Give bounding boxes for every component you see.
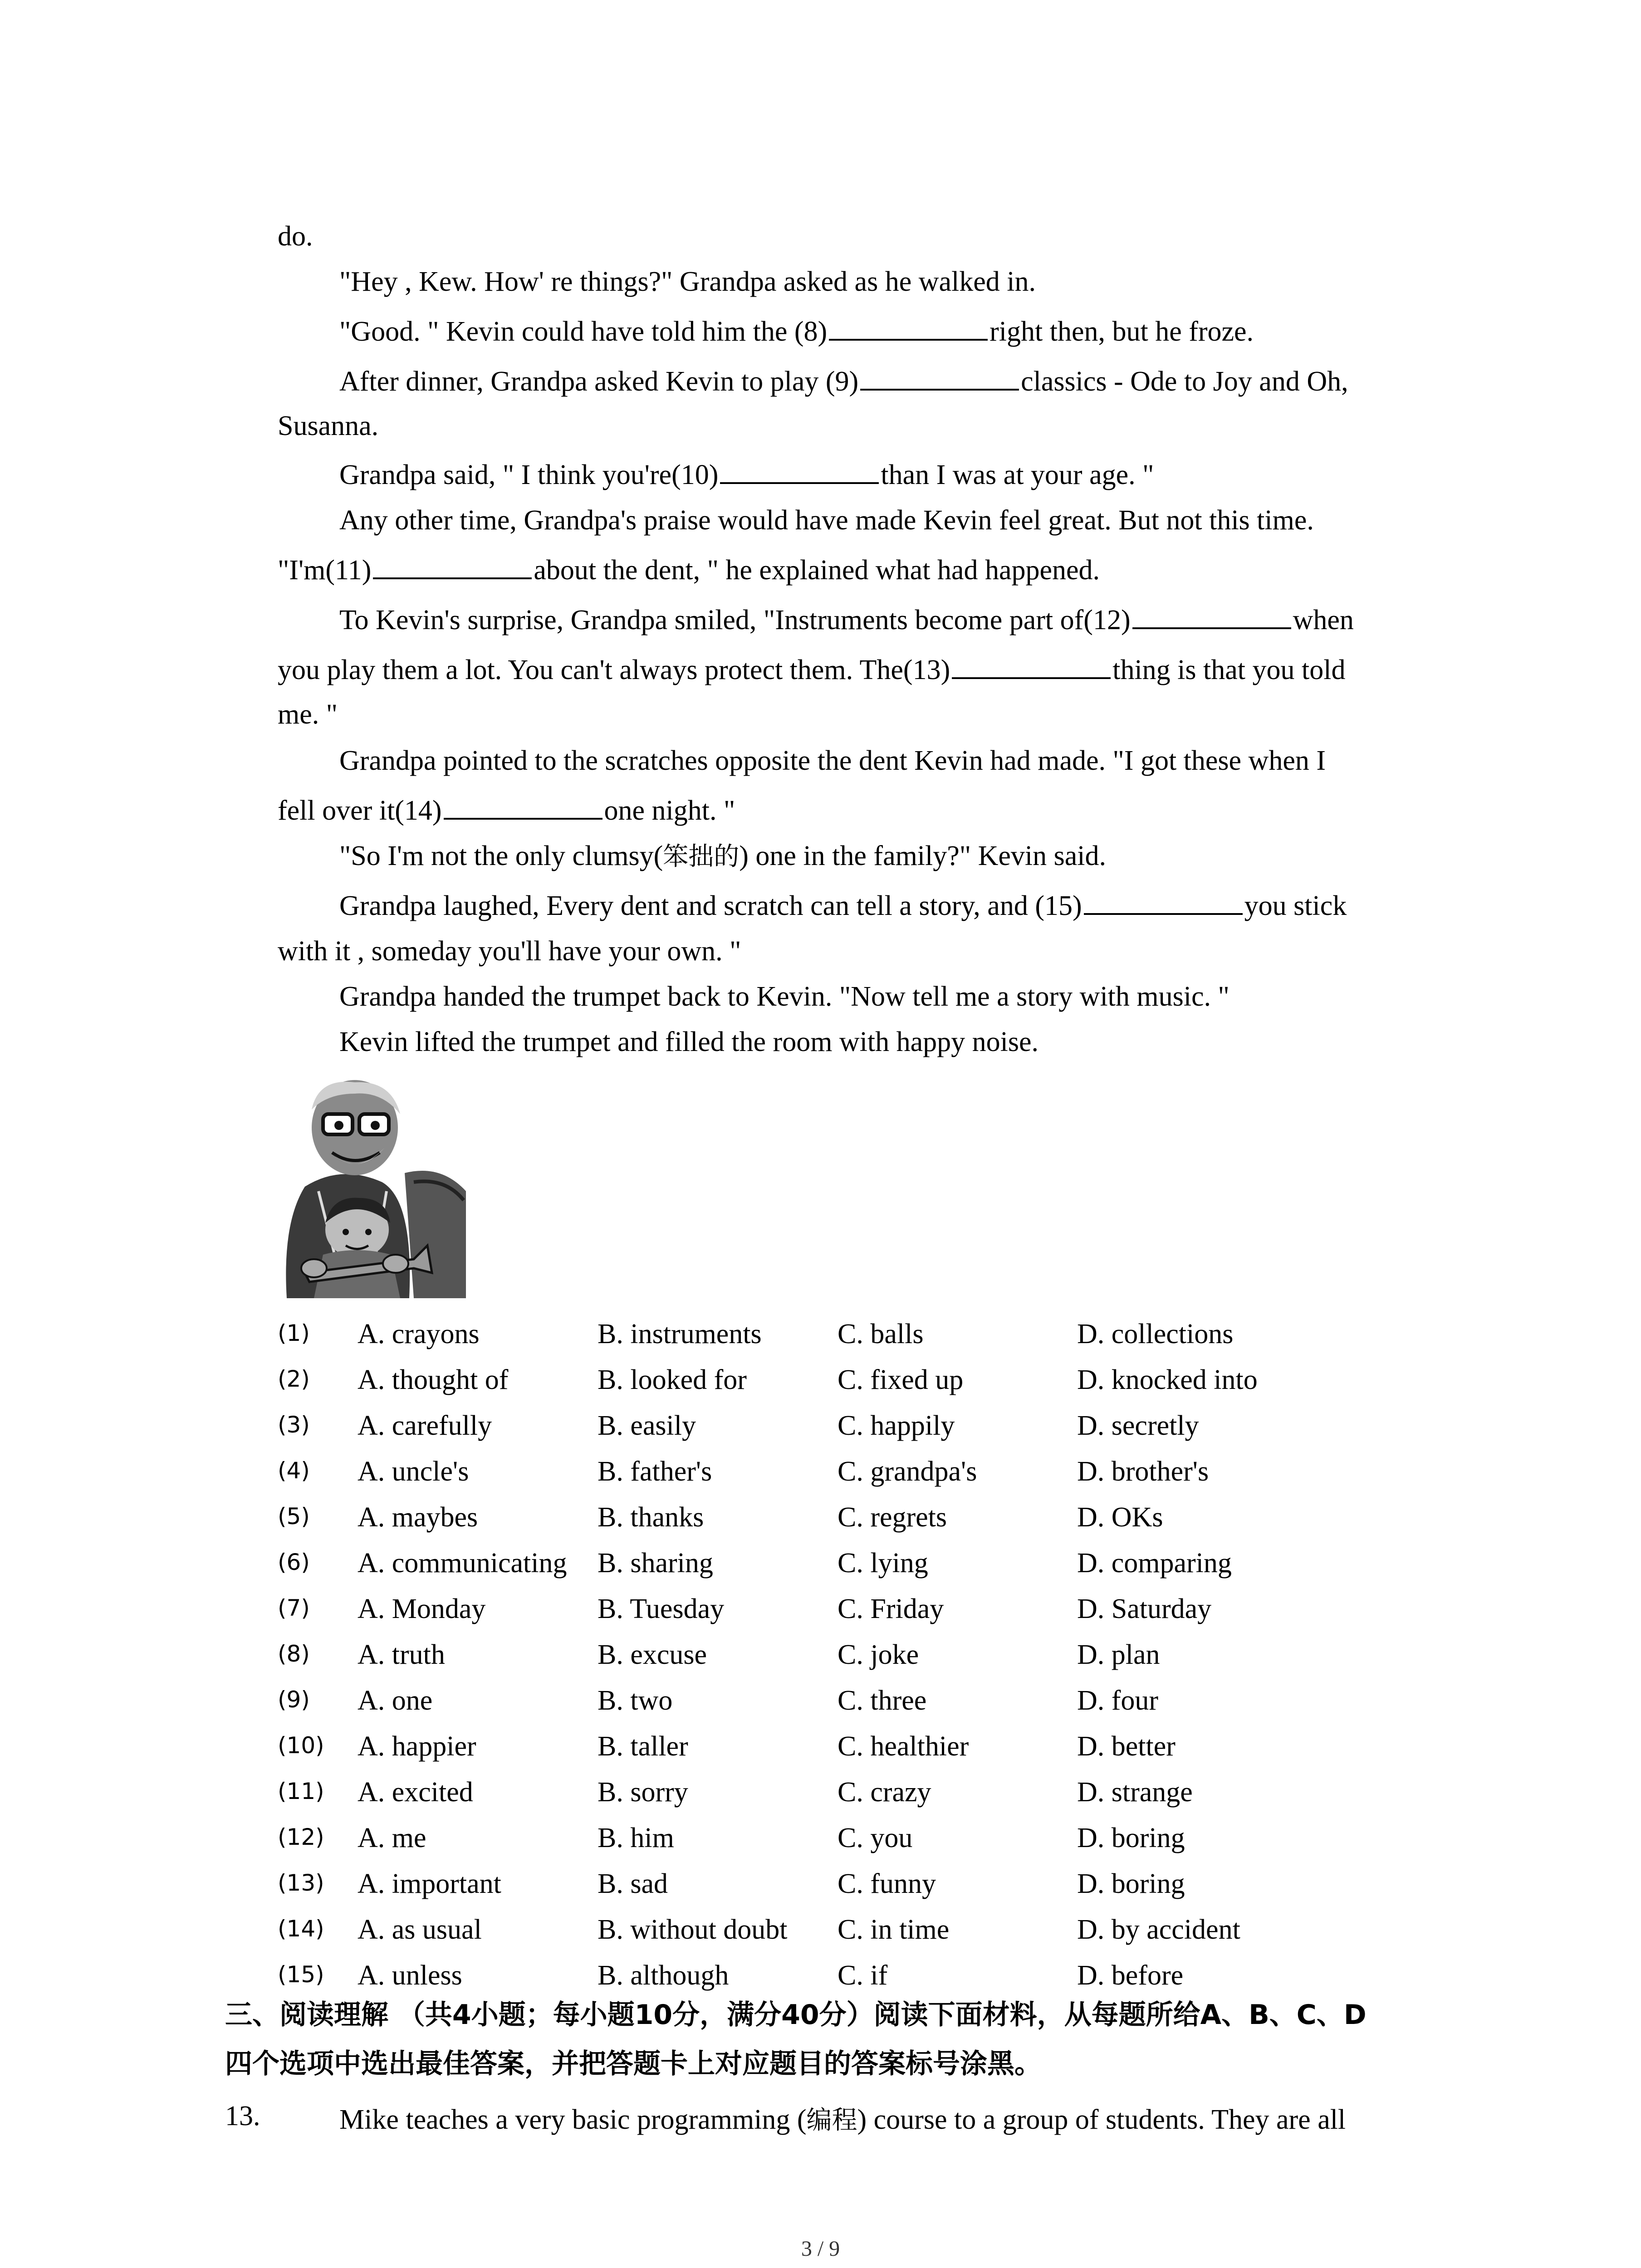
option-b: B. taller bbox=[598, 1731, 688, 1762]
option-number: (14) bbox=[278, 1916, 324, 1942]
option-c: C. if bbox=[838, 1960, 888, 1991]
passage-line: you play them a lot. You can't always protect them. The(13) thing is that you told bbox=[278, 655, 1346, 685]
option-c: C. grandpa's bbox=[838, 1456, 977, 1487]
option-number: (8) bbox=[278, 1641, 310, 1667]
option-d: D. brother's bbox=[1077, 1456, 1209, 1487]
option-d: D. strange bbox=[1077, 1777, 1193, 1808]
passage-line: Kevin lifted the trumpet and filled the room with happy noise. bbox=[339, 1026, 1039, 1057]
option-row bbox=[278, 1410, 1457, 1456]
passage-line: Grandpa said, " I think you're(10) than I was at your age. " bbox=[339, 459, 1154, 490]
options-table bbox=[278, 1318, 1457, 2005]
option-row bbox=[278, 1776, 1457, 1822]
option-c: C. fixed up bbox=[838, 1364, 964, 1395]
option-a: A. me bbox=[358, 1823, 426, 1853]
option-c: C. in time bbox=[838, 1914, 950, 1945]
option-d: D. better bbox=[1077, 1731, 1176, 1762]
option-a: A. happier bbox=[358, 1731, 476, 1762]
option-b: B. him bbox=[598, 1823, 674, 1853]
option-number: (9) bbox=[278, 1686, 310, 1713]
question-number: 13. bbox=[225, 2101, 260, 2131]
option-b: B. father's bbox=[598, 1456, 712, 1487]
option-row bbox=[278, 1456, 1457, 1501]
grandpa-and-kevin-illustration bbox=[278, 1073, 468, 1298]
option-number: (15) bbox=[278, 1961, 324, 1988]
option-a: A. one bbox=[358, 1685, 433, 1716]
option-b: B. excuse bbox=[598, 1639, 707, 1670]
option-a: A. unless bbox=[358, 1960, 462, 1991]
option-b: B. sorry bbox=[598, 1777, 688, 1808]
option-b: B. instruments bbox=[598, 1319, 762, 1349]
option-b: B. thanks bbox=[598, 1502, 704, 1533]
option-c: C. joke bbox=[838, 1639, 919, 1670]
option-number: (7) bbox=[278, 1595, 310, 1621]
passage-line: "I'm(11) about the dent, " he explained what had happened. bbox=[278, 555, 1100, 586]
option-number: (5) bbox=[278, 1503, 310, 1530]
option-d: D. four bbox=[1077, 1685, 1159, 1716]
option-b: B. Tuesday bbox=[598, 1593, 725, 1624]
option-number: (2) bbox=[278, 1366, 310, 1392]
option-a: A. thought of bbox=[358, 1364, 509, 1395]
option-number: (12) bbox=[278, 1824, 324, 1850]
option-b: B. although bbox=[598, 1960, 729, 1991]
option-b: B. sad bbox=[598, 1868, 668, 1899]
option-row bbox=[278, 1639, 1457, 1685]
answer-blank bbox=[720, 482, 879, 484]
passage-line: Grandpa handed the trumpet back to Kevin. "Now tell me a story with music. " bbox=[339, 981, 1230, 1012]
option-c: C. healthier bbox=[838, 1731, 969, 1762]
option-c: C. you bbox=[838, 1823, 913, 1853]
option-d: D. before bbox=[1077, 1960, 1184, 1991]
option-a: A. important bbox=[358, 1868, 501, 1899]
option-d: D. collections bbox=[1077, 1319, 1234, 1349]
page-number: 3 / 9 bbox=[801, 2237, 840, 2261]
option-a: A. crayons bbox=[358, 1319, 480, 1349]
option-number: (10) bbox=[278, 1732, 324, 1759]
passage-line: Any other time, Grandpa's praise would have made Kevin feel great. But not this time. bbox=[339, 505, 1314, 536]
option-c: C. funny bbox=[838, 1868, 936, 1899]
option-c: C. lying bbox=[838, 1548, 928, 1579]
option-d: D. OKs bbox=[1077, 1502, 1163, 1533]
option-d: D. boring bbox=[1077, 1868, 1185, 1899]
option-d: D. secretly bbox=[1077, 1410, 1199, 1441]
option-row bbox=[278, 1547, 1457, 1593]
option-a: A. Monday bbox=[358, 1593, 486, 1624]
question-text: Mike teaches a very basic programming (编程) course to a group of students. They are all bbox=[339, 2104, 1346, 2135]
passage-line: To Kevin's surprise, Grandpa smiled, "Instruments become part of(12) when bbox=[339, 605, 1354, 635]
answer-blank bbox=[1132, 627, 1291, 629]
answer-blank bbox=[952, 677, 1111, 679]
answer-blank bbox=[1084, 913, 1243, 915]
option-d: D. knocked into bbox=[1077, 1364, 1258, 1395]
option-number: (1) bbox=[278, 1320, 310, 1346]
option-b: B. without doubt bbox=[598, 1914, 788, 1945]
passage-line: "Good. " Kevin could have told him the (8) right then, but he froze. bbox=[339, 316, 1254, 347]
answer-blank bbox=[373, 577, 532, 579]
option-a: A. uncle's bbox=[358, 1456, 469, 1487]
option-d: D. Saturday bbox=[1077, 1593, 1212, 1624]
option-b: B. two bbox=[598, 1685, 673, 1716]
passage-line: After dinner, Grandpa asked Kevin to play (9) classics - Ode to Joy and Oh, bbox=[339, 366, 1348, 397]
option-c: C. crazy bbox=[838, 1777, 931, 1808]
passage-line: Grandpa laughed, Every dent and scratch can tell a story, and (15) you stick bbox=[339, 890, 1347, 921]
passage-line: with it , someday you'll have your own. " bbox=[278, 936, 741, 967]
answer-blank bbox=[860, 388, 1019, 391]
passage-line: me. " bbox=[278, 699, 338, 730]
option-b: B. sharing bbox=[598, 1548, 713, 1579]
option-row bbox=[278, 1501, 1457, 1547]
option-c: C. three bbox=[838, 1685, 927, 1716]
passage-line: fell over it(14) one night. " bbox=[278, 795, 735, 826]
option-a: A. excited bbox=[358, 1777, 473, 1808]
option-c: C. happily bbox=[838, 1410, 955, 1441]
option-number: (4) bbox=[278, 1457, 310, 1484]
option-row bbox=[278, 1364, 1457, 1410]
section-heading: 三、阅读理解 （共4小题；每小题10分，满分40分）阅读下面材料，从每题所给A、B、C、D bbox=[225, 1999, 1367, 2031]
option-a: A. truth bbox=[358, 1639, 445, 1670]
answer-blank bbox=[444, 817, 603, 820]
option-number: (6) bbox=[278, 1549, 310, 1575]
option-d: D. comparing bbox=[1077, 1548, 1232, 1579]
passage-line: "Hey , Kew. How' re things?" Grandpa asked as he walked in. bbox=[339, 266, 1036, 297]
passage-line: "So I'm not the only clumsy(笨拙的) one in the family?" Kevin said. bbox=[339, 841, 1106, 871]
passage-line: do. bbox=[278, 221, 313, 252]
option-c: C. balls bbox=[838, 1319, 924, 1349]
option-row bbox=[278, 1868, 1457, 1914]
option-row bbox=[278, 1822, 1457, 1868]
option-a: A. maybes bbox=[358, 1502, 478, 1533]
option-d: D. boring bbox=[1077, 1823, 1185, 1853]
option-a: A. as usual bbox=[358, 1914, 482, 1945]
option-row bbox=[278, 1685, 1457, 1730]
passage-line: Susanna. bbox=[278, 411, 379, 441]
option-a: A. communicating bbox=[358, 1548, 567, 1579]
option-row bbox=[278, 1914, 1457, 1960]
option-c: C. regrets bbox=[838, 1502, 947, 1533]
option-number: (13) bbox=[278, 1870, 324, 1896]
option-b: B. looked for bbox=[598, 1364, 747, 1395]
option-b: B. easily bbox=[598, 1410, 696, 1441]
passage-line: Grandpa pointed to the scratches opposite the dent Kevin had made. "I got these when I bbox=[339, 745, 1326, 776]
option-d: D. by accident bbox=[1077, 1914, 1240, 1945]
option-row bbox=[278, 1593, 1457, 1639]
option-number: (11) bbox=[278, 1778, 324, 1804]
option-a: A. carefully bbox=[358, 1410, 492, 1441]
option-d: D. plan bbox=[1077, 1639, 1160, 1670]
option-number: (3) bbox=[278, 1412, 310, 1438]
option-c: C. Friday bbox=[838, 1593, 944, 1624]
option-row bbox=[278, 1730, 1457, 1776]
option-row bbox=[278, 1318, 1457, 1364]
answer-blank bbox=[829, 338, 988, 341]
section-instruction: 四个选项中选出最佳答案，并把答题卡上对应题目的答案标号涂黑。 bbox=[225, 2048, 1042, 2080]
